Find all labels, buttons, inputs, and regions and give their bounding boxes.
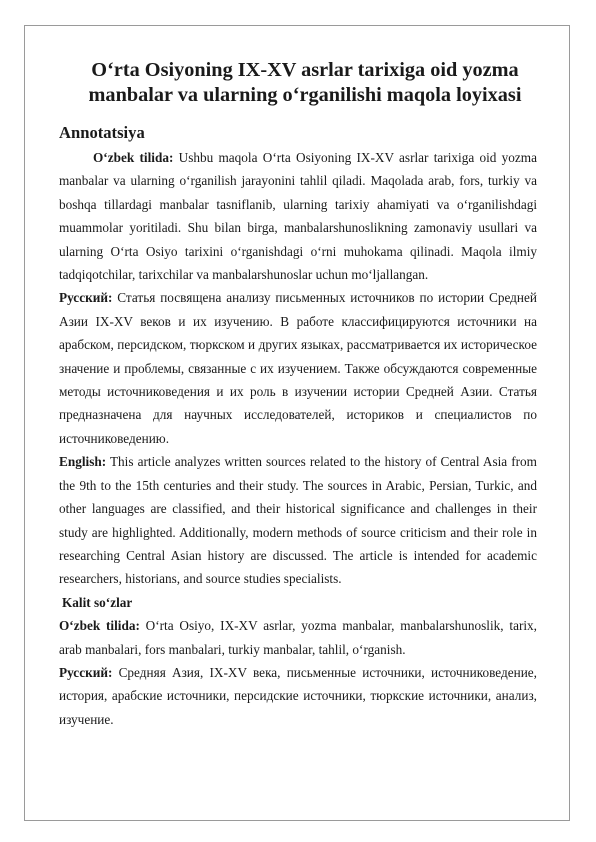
keywords-russian-label: Русский:: [59, 664, 113, 680]
title-line-1: O‘rta Osiyoning IX-XV asrlar tarixiga oid yozma: [91, 59, 519, 81]
keywords-uzbek-label: O‘zbek tilida:: [59, 618, 140, 634]
document-title: [59, 55, 537, 108]
keywords-russian: [59, 661, 537, 731]
abstract-russian-label: Русский:: [59, 290, 113, 306]
abstract-russian-text: Статья посвящена анализу письменных источников по истории Средней Азии IX-XV веков и их изучению. В работе классифицируются источники на арабском, персидском, тюркском и других языках, рассматривается их историческое значение и проблемы, связанные с их изучением. Также обсуждаются современные методы источниковедения и их роль в изучении истории Средней Азии. Статья предназначена для научных исследователей, историков и специалистов по источниковедению.: [59, 290, 537, 446]
keywords-heading: Kalit so‘zlar: [62, 594, 133, 610]
abstract-english-label: English:: [59, 454, 107, 470]
abstract-uzbek-label: O‘zbek tilida:: [93, 150, 174, 165]
abstract-english-text: This article analyzes written sources related to the history of Central Asia from the 9th to the 15th centuries and their study. The sources in Arabic, Persian, Turkic, and other languages are classified, and their historical significance and challenges in their study are highlighted. Additionally, modern methods of source criticism and their role in researching Central Asian history are discussed. The article is intended for academic researchers, historians, and source studies specialists.: [59, 454, 537, 587]
keywords-uzbek: [59, 614, 537, 661]
title-line-2: manbalar va ularning o‘rganilishi maqola loyixasi: [88, 84, 522, 106]
annotation-heading: Annotatsiya: [59, 123, 145, 142]
keywords-russian-text: Средняя Азия, IX-XV века, письменные источники, источниковедение, история, арабские источники, персидские источники, тюркские источники, анализ, изучение.: [59, 664, 537, 727]
abstract-uzbek-text: Ushbu maqola O‘rta Osiyoning IX-XV asrlar tarixiga oid yozma manbalar va ularning o‘rganilish jarayonini tahlil qiladi. Maqolada arab, fors, turkiy va boshqa tillardagi manbalar tasniflanib, ularning tarixiy ahamiyati va o‘rganilishdagi muammolar yoritiladi. Shu bilan birga, manbalarshunoslikning zamonaviy usullari va ularning O‘rta Osiyo tarixini o‘rganishdagi o‘rni muhokama qilinadi. Maqola ilmiy tadqiqotchilar, tarixchilar va manbalarshunoslar uchun mo‘ljallangan.: [59, 150, 537, 283]
abstract-english: [59, 450, 537, 590]
keywords-uzbek-text: O‘rta Osiyo, IX-XV asrlar, yozma manbalar, manbalarshunoslik, tarix, arab manbalari, fors manbalari, turkiy manbalar, tahlil, o‘rganish.: [59, 618, 537, 657]
abstract-russian: [59, 286, 537, 450]
document-body: [59, 55, 537, 731]
abstract-uzbek: [59, 146, 537, 286]
